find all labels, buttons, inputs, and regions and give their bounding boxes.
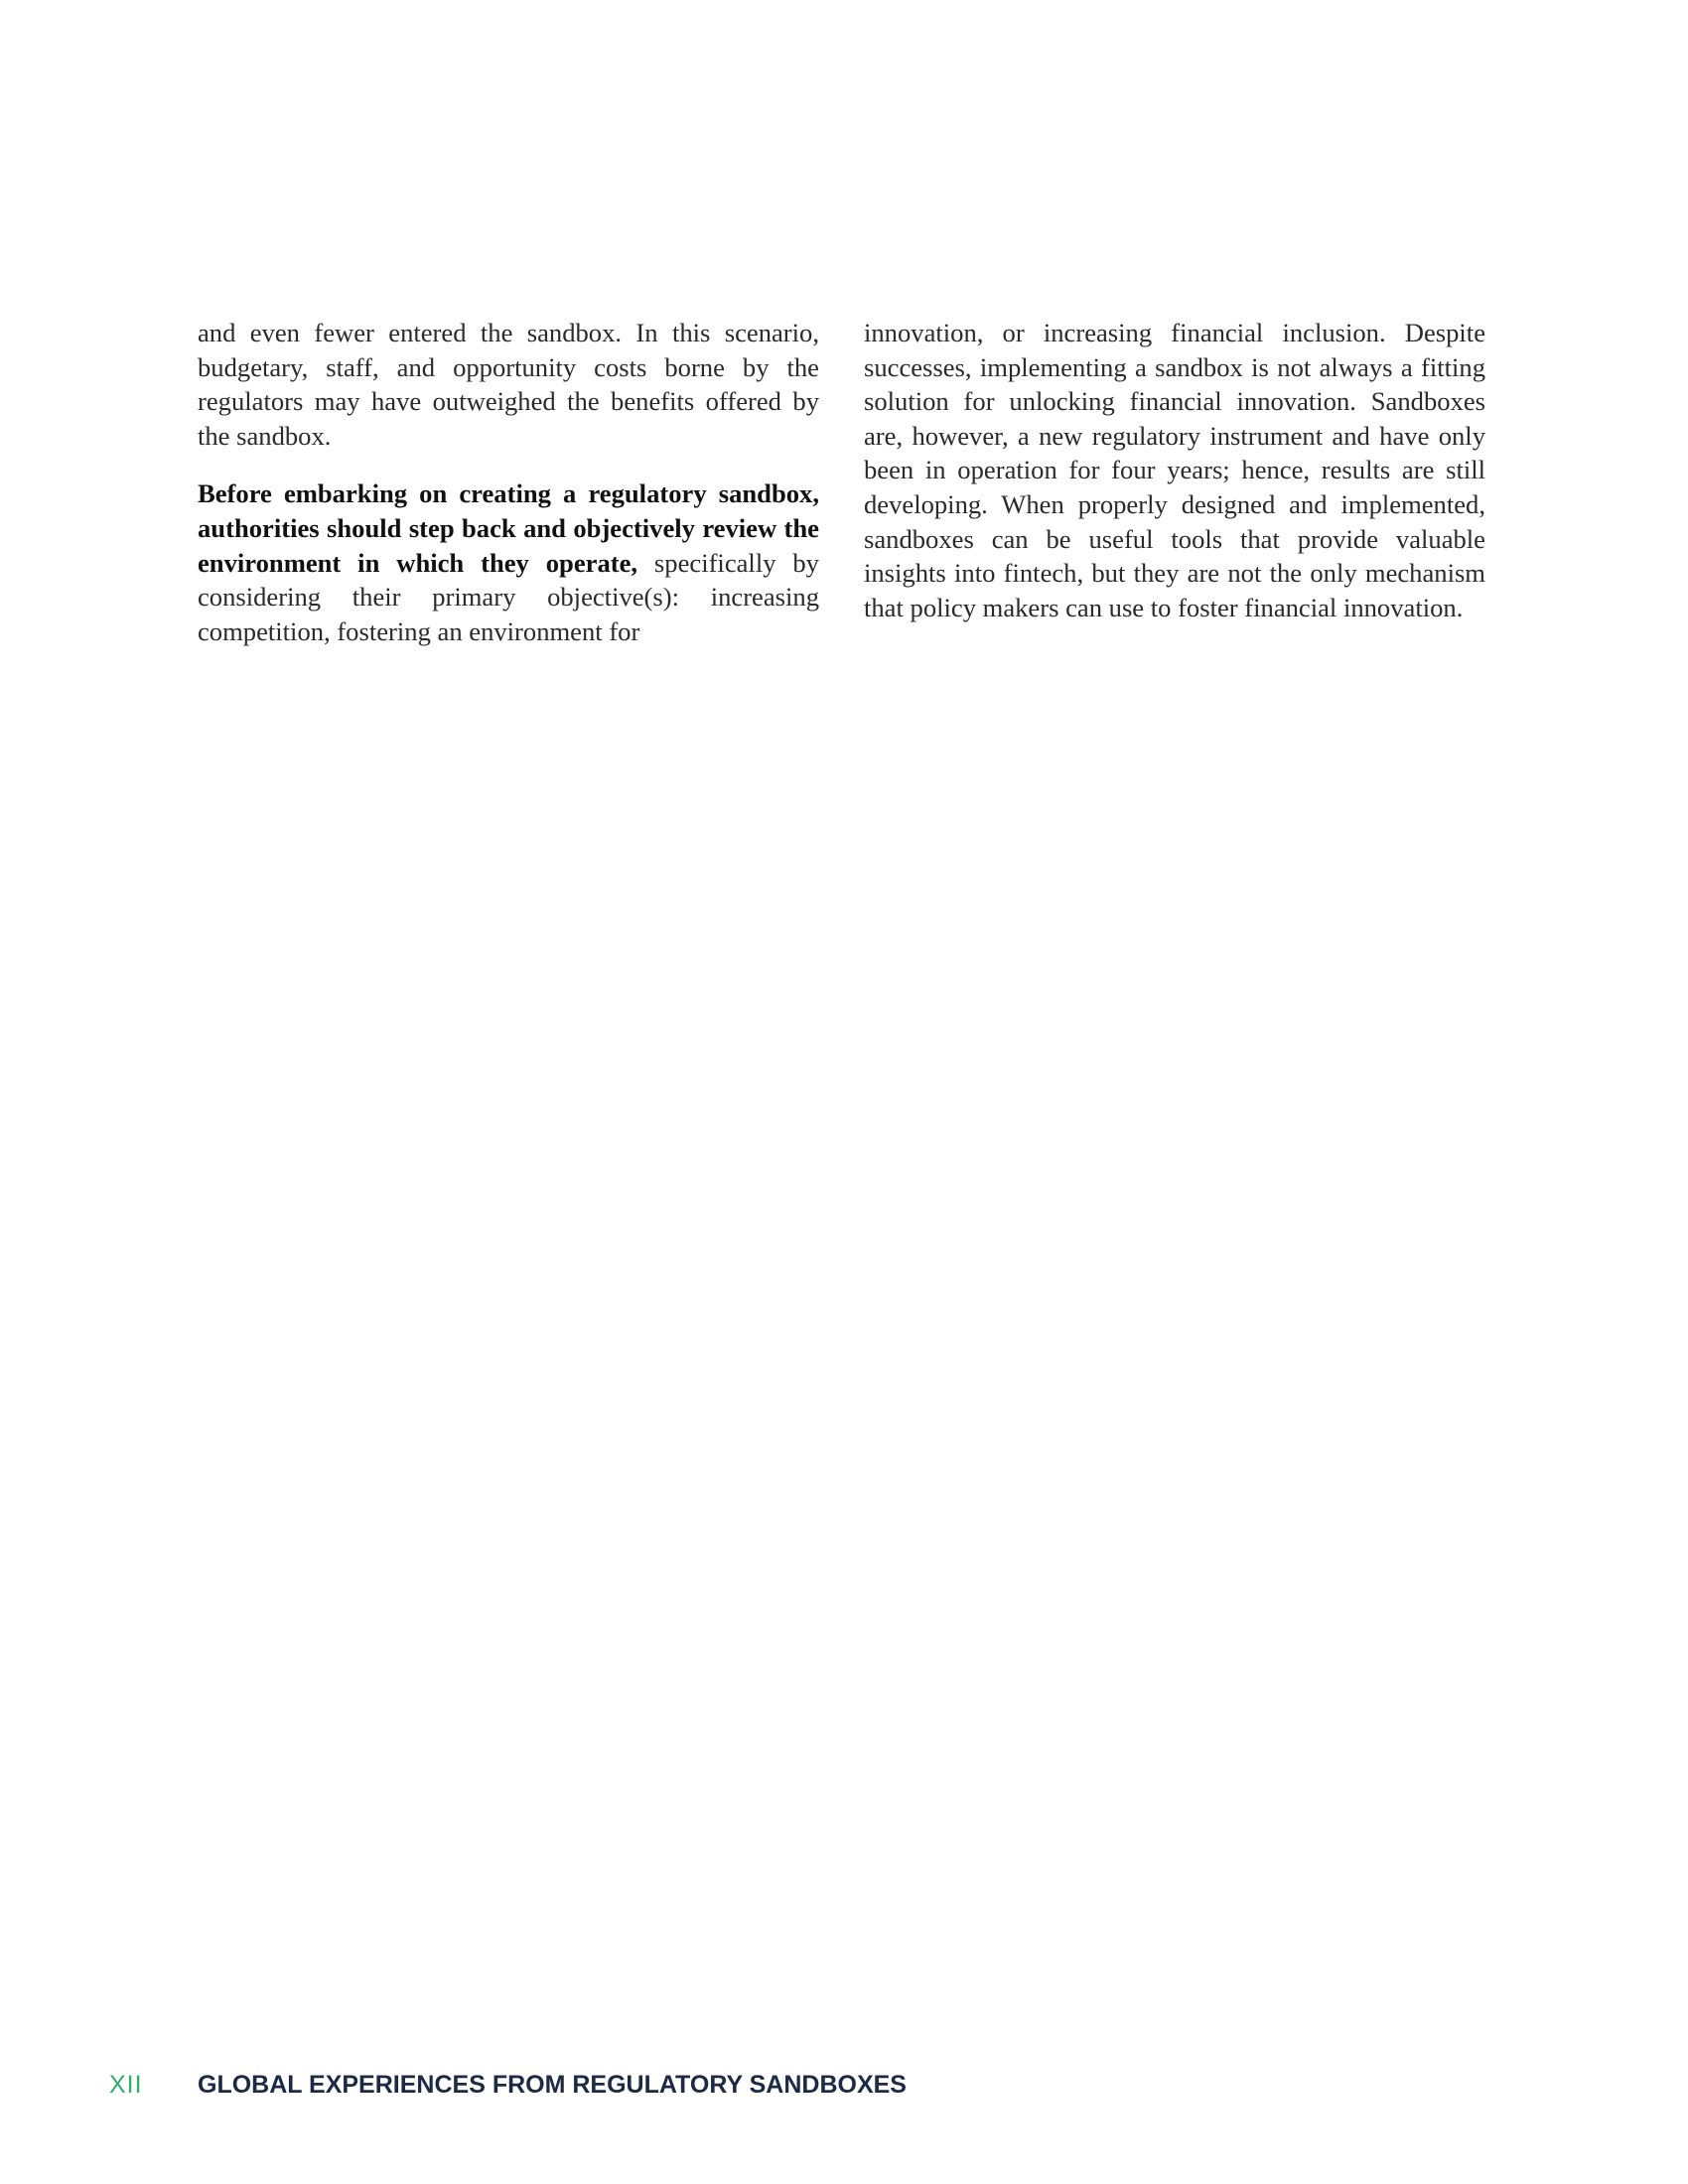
paragraph-costs: and even fewer entered the sandbox. In this scenario, budgetary, staff, and opportunity costs borne by the regulators may have outweighed the benefits offered by the sandbox. <box>198 318 819 451</box>
recommendation-bold-lead: Before embarking on creating a regulatory sandbox, authorities should step back and objectively review the environment in which they operate, <box>198 478 819 578</box>
paragraph-conclusion: innovation, or increasing financial inclusion. Despite successes, implementing a sandbox is not always a fitting solution for unlocking financial innovation. Sandboxes are, however, a new regulatory instrument and have only been in operation for four years; hence, results are still developing. When properly designed and implemented, sandboxes can be useful tools that provide valuable insights into fintech, but they are not the only mechanism that policy makers can use to foster financial innovation. <box>864 318 1485 622</box>
paragraph-recommendation <box>198 477 819 648</box>
left-text-column <box>198 316 819 648</box>
page-number: XII <box>109 2071 143 2099</box>
running-title: GLOBAL EXPERIENCES FROM REGULATORY SANDBOXES <box>198 2071 907 2099</box>
recommendation-continuation: specifically by considering their primary objective(s): increasing competition, fostering an environment for <box>198 547 819 646</box>
right-text-column <box>864 316 1485 624</box>
